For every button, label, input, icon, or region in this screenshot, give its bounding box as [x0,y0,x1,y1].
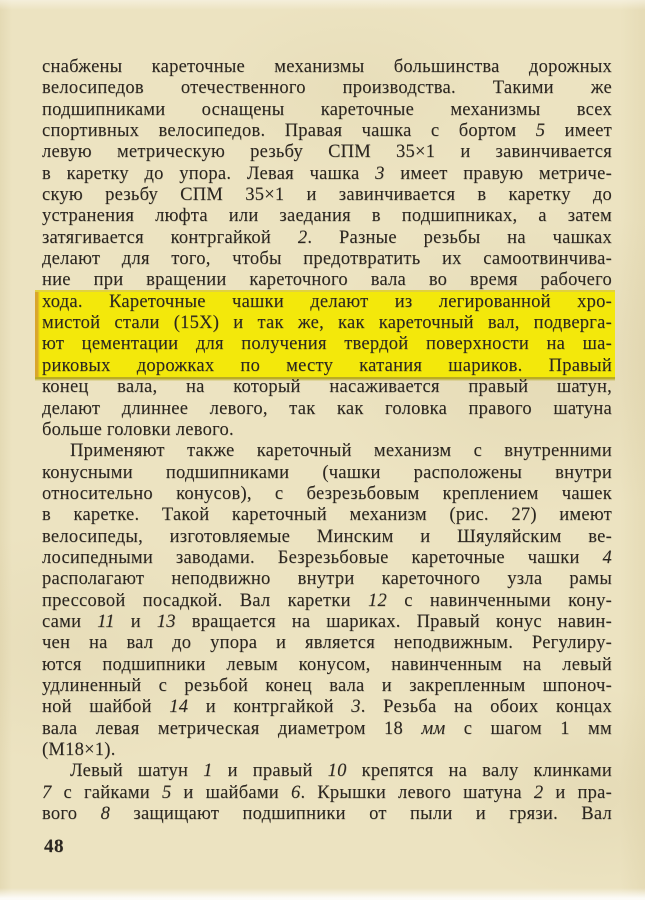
text-line: велосипедов отечественного производства. Такими же [42,78,612,99]
highlighted-text-line: мистой стали (15Х) и так же, как кареточный вал, подверга- [35,313,615,334]
text-line: Применяют также кареточный механизм с внутренними [70,441,612,462]
text-line: скую резьбу СПМ 35×1 и завинчивается в каретку до [42,185,612,206]
text-line: относительно конусов), с безрезьбовым креплением чашек [42,483,612,504]
text-line: в каретку до упора. Левая чашка 3 имеет правую метриче- [42,163,612,184]
text-line: вого 8 защищают подшипники от пыли и грязи. Вал [42,804,612,825]
text-line: устранения люфта или заедания в подшипниках, а затем [42,206,612,227]
text-line: лосипедными заводами. Безрезьбовые кареточные чашки 4 [42,547,612,568]
text-line: больше головки левого. [42,419,234,440]
text-line: ной шайбой 14 и контргайкой 3. Резьба на обоих концах [42,697,612,718]
text-line: в каретке. Такой кареточный механизм (рис. 27) имеют [42,505,612,526]
highlighted-text-line: риковых дорожках по месту катания шариков. Правый [35,356,615,377]
text-line: вала левая метрическая диаметром 18 мм с шагом 1 мм [42,718,612,739]
text-line: конец вала, на который насаживается правый шатун, [42,377,612,398]
text-line: подшипниками оснащены кареточные механизмы всех [42,99,612,120]
text-line: левую метрическую резьбу СПМ 35×1 и завинчивается [42,142,612,163]
text-line: снабжены кареточные механизмы большинства дорожных [42,57,612,77]
text-line: сами 11 и 13 вращается на шариках. Правый конус навин- [42,611,612,632]
text-line: велосипеды, изготовляемые Минским и Шяуляйским ве- [42,526,612,547]
page-number: 48 [44,836,64,857]
text-line: прессовой посадкой. Вал каретки 12 с навинченными кону- [42,590,612,611]
text-line: делают длиннее левого, так как головка правого шатуна [42,398,612,419]
text-line: ние при вращении кареточного вала во время рабочего [42,270,612,291]
text-line: Левый шатун 1 и правый 10 крепятся на валу клинками [70,761,612,782]
text-line: (М18×1). [42,740,116,760]
page-text [42,57,612,825]
text-line: конусными подшипниками (чашки расположены внутри [42,462,612,483]
text-line: удлиненный с резьбой конец вала и закрепленным шпоноч- [42,675,612,696]
text-line: чен на вал до упора и является неподвижным. Регулиру- [42,633,612,654]
text-line: делают для того, чтобы предотвратить их самоотвинчива- [42,249,612,270]
text-line: затягивается контргайкой 2. Разные резьбы на чашках [42,227,612,248]
text-line: спортивных велосипедов. Правая чашка с бортом 5 имеет [42,121,612,142]
highlighted-text-line: хода. Кареточные чашки делают из легированной хро- [35,292,615,313]
text-line: ются подшипники левым конусом, навинченным на левый [42,654,612,675]
text-line: располагают неподвижно внутри кареточного узла рамы [42,569,612,590]
text-line: 7 с гайками 5 и шайбами 6. Крышки левого шатуна 2 и пра- [42,782,612,803]
highlighted-text-line: ют цементации для получения твердой поверхности на ша- [35,334,615,355]
